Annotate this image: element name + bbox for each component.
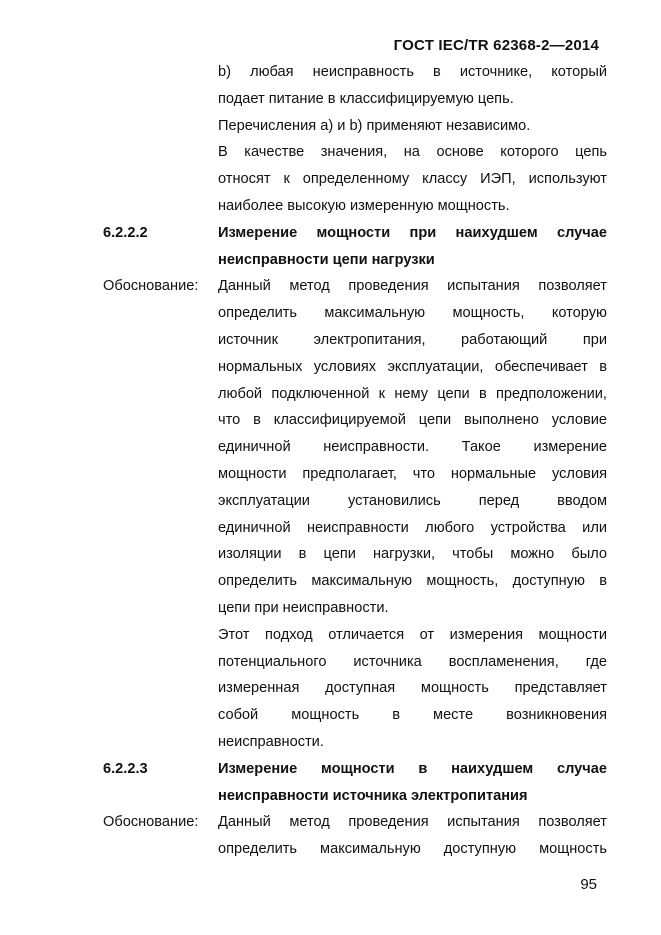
paragraph-block [103,139,607,219]
text-line: Этот подход отличается от измерения мощности [218,626,607,643]
text-line: неисправности. [218,733,324,750]
block-label [103,59,218,113]
text-line: мощности предполагает, что нормальные условия [218,465,607,482]
text-line: определить максимальную доступную мощность [218,841,607,858]
text-line: определить максимальную мощность, доступную в [218,573,607,590]
text-line: эксплуатации установились перед вводом [218,492,607,509]
text-line: Перечисления а) и b) применяют независимо. [218,117,531,134]
text-line: изоляции в цепи нагрузки, чтобы можно было [218,546,607,563]
paragraph-text [218,273,607,621]
text-line: Измерение мощности при наихудшем случае [218,224,607,241]
block-label [103,139,218,219]
section-block [103,756,607,810]
text-line: любой подключенной к нему цепи в предположении, [218,385,607,402]
paragraph-block [103,113,607,140]
section-title [218,220,607,274]
text-line: относят к определенному классу ИЭП, используют [218,171,607,188]
text-line: В качестве значения, на основе которого цепь [218,144,607,161]
document-header: ГОСТ IEC/TR 62368-2—2014 [393,37,599,54]
block-label [103,622,218,756]
paragraph-block [103,59,607,113]
paragraph-block [103,622,607,756]
text-line: единичной неисправности. Такое измерение [218,439,607,456]
text-line: подает питание в классифицируемую цепь. [218,90,514,107]
paragraph-text [218,139,607,219]
text-line: собой мощность в месте возникновения [218,707,607,724]
rationale-block [103,809,607,863]
text-line: цепи при неисправности. [218,599,389,616]
paragraph-text [218,622,607,756]
document-body [103,59,607,863]
text-line: b) любая неисправность в источнике, который [218,64,607,80]
text-line: Данный метод проведения испытания позволяет [218,814,607,831]
text-line: определить максимальную мощность, которую [218,305,607,322]
page-number: 95 [580,876,597,893]
text-line: измеренная доступная мощность представляет [218,680,607,697]
text-line: нормальных условиях эксплуатации, обеспечивает в [218,358,607,375]
text-line: источник электропитания, работающий при [218,331,607,348]
text-line: наиболее высокую измеренную мощность. [218,197,510,214]
block-label [103,113,218,140]
rationale-block [103,273,607,621]
section-number: 6.2.2.2 [103,224,148,241]
block-label: Обоснование: [103,814,199,831]
text-line: неисправности цепи нагрузки [218,251,435,268]
paragraph-text [218,113,607,140]
paragraph-text [218,59,607,113]
paragraph-text [218,809,607,863]
text-line: Данный метод проведения испытания позволяет [218,278,607,295]
text-line: неисправности источника электропитания [218,787,528,804]
text-line: что в классифицируемой цепи выполнено условие [218,412,607,429]
block-label: Обоснование: [103,278,199,295]
text-line: потенциального источника воспламенения, где [218,653,607,670]
section-number: 6.2.2.3 [103,760,148,777]
section-block [103,220,607,274]
text-line: единичной неисправности любого устройства или [218,519,607,536]
text-line: Измерение мощности в наихудшем случае [218,760,607,777]
section-title [218,756,607,810]
